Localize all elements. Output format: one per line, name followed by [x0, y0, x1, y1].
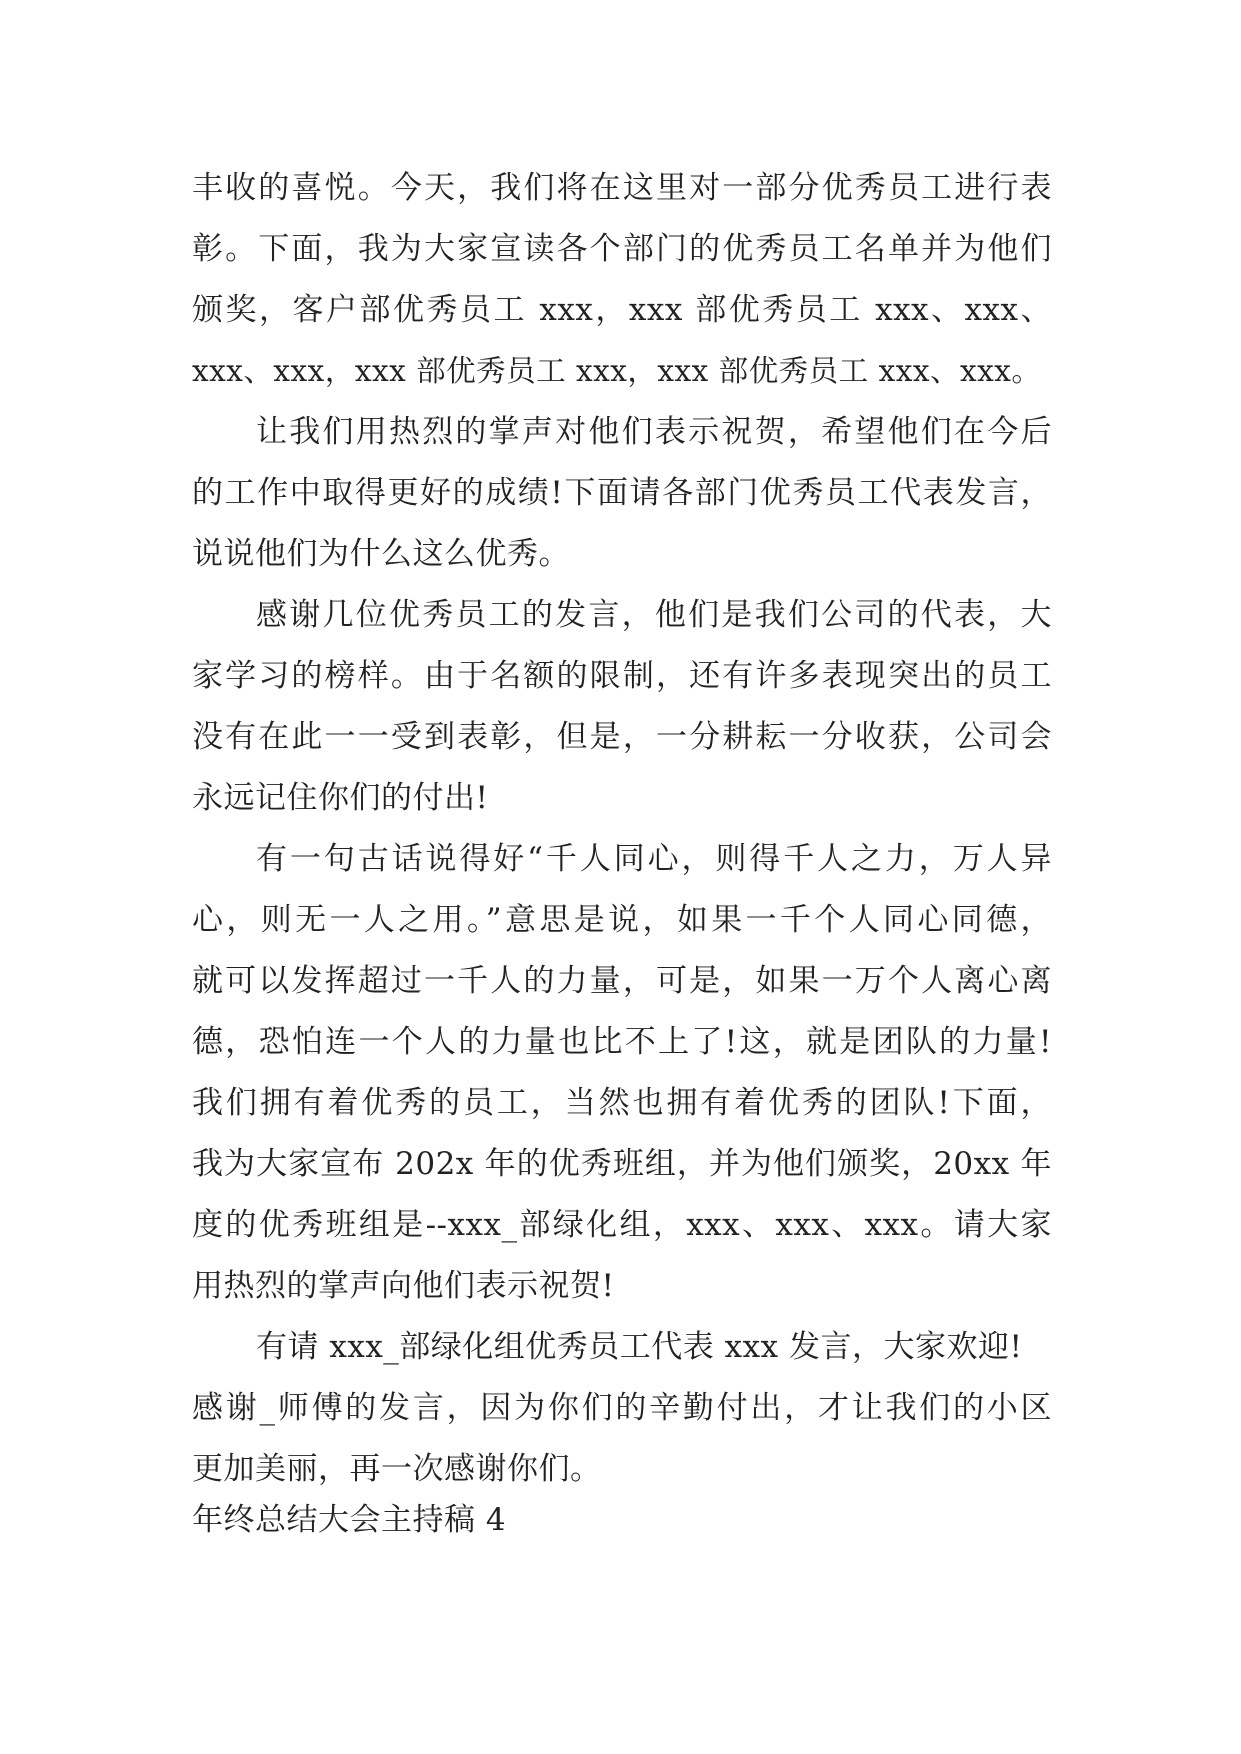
text-line: 有一句古话说得好“千人同心，则得千人之力，万人异	[256, 841, 1052, 877]
paragraph-5	[192, 1317, 1052, 1500]
text-line: 丰收的喜悦。今天，我们将在这里对一部分优秀员工进行表	[192, 170, 1052, 206]
text-line: 德，恐怕连一个人的力量也比不上了!这，就是团队的力量!	[192, 1024, 1052, 1060]
text-line: 说说他们为什么这么优秀。	[192, 536, 570, 572]
text-line: 我们拥有着优秀的员工，当然也拥有着优秀的团队!下面，	[192, 1085, 1052, 1121]
section-heading: 年终总结大会主持稿 4	[192, 1502, 507, 1538]
text-line: 永远记住你们的付出!	[192, 780, 489, 816]
text-line: 彰。下面，我为大家宣读各个部门的优秀员工名单并为他们	[192, 231, 1052, 267]
text-line: 就可以发挥超过一千人的力量，可是，如果一万个人离心离	[192, 963, 1052, 999]
paragraph-2	[192, 402, 1052, 585]
paragraph-3	[192, 585, 1052, 829]
text-line: 没有在此一一受到表彰，但是，一分耕耘一分收获，公司会	[192, 719, 1052, 755]
text-line: 的工作中取得更好的成绩!下面请各部门优秀员工代表发言，	[192, 475, 1052, 511]
text-line: 更加美丽，再一次感谢你们。	[192, 1451, 602, 1487]
text-line: 用热烈的掌声向他们表示祝贺!	[192, 1268, 615, 1304]
text-line: 家学习的榜样。由于名额的限制，还有许多表现突出的员工	[192, 658, 1052, 694]
text-line: 我为大家宣布 202x 年的优秀班组，并为他们颁奖，20xx 年	[192, 1146, 1052, 1182]
text-line: 有请 xxx_部绿化组优秀员工代表 xxx 发言，大家欢迎!	[256, 1329, 1023, 1365]
paragraph-1	[192, 158, 1052, 402]
text-line: 感谢几位优秀员工的发言，他们是我们公司的代表，大	[256, 597, 1052, 633]
text-line: 度的优秀班组是--xxx_部绿化组，xxx、xxx、xxx。请大家	[192, 1207, 1052, 1243]
text-line: 感谢_师傅的发言，因为你们的辛勤付出，才让我们的小区	[192, 1390, 1052, 1426]
paragraph-4	[192, 829, 1052, 1317]
text-line: 颁奖，客户部优秀员工 xxx，xxx 部优秀员工 xxx、xxx、	[192, 292, 1052, 328]
document-body	[192, 158, 1052, 1500]
section-heading-block	[192, 1490, 1052, 1551]
text-line: xxx、xxx，xxx 部优秀员工 xxx，xxx 部优秀员工 xxx、xxx。	[192, 354, 1042, 388]
text-line: 让我们用热烈的掌声对他们表示祝贺，希望他们在今后	[256, 414, 1052, 450]
text-line: 心，则无一人之用。”意思是说，如果一千个人同心同德，	[192, 902, 1052, 938]
